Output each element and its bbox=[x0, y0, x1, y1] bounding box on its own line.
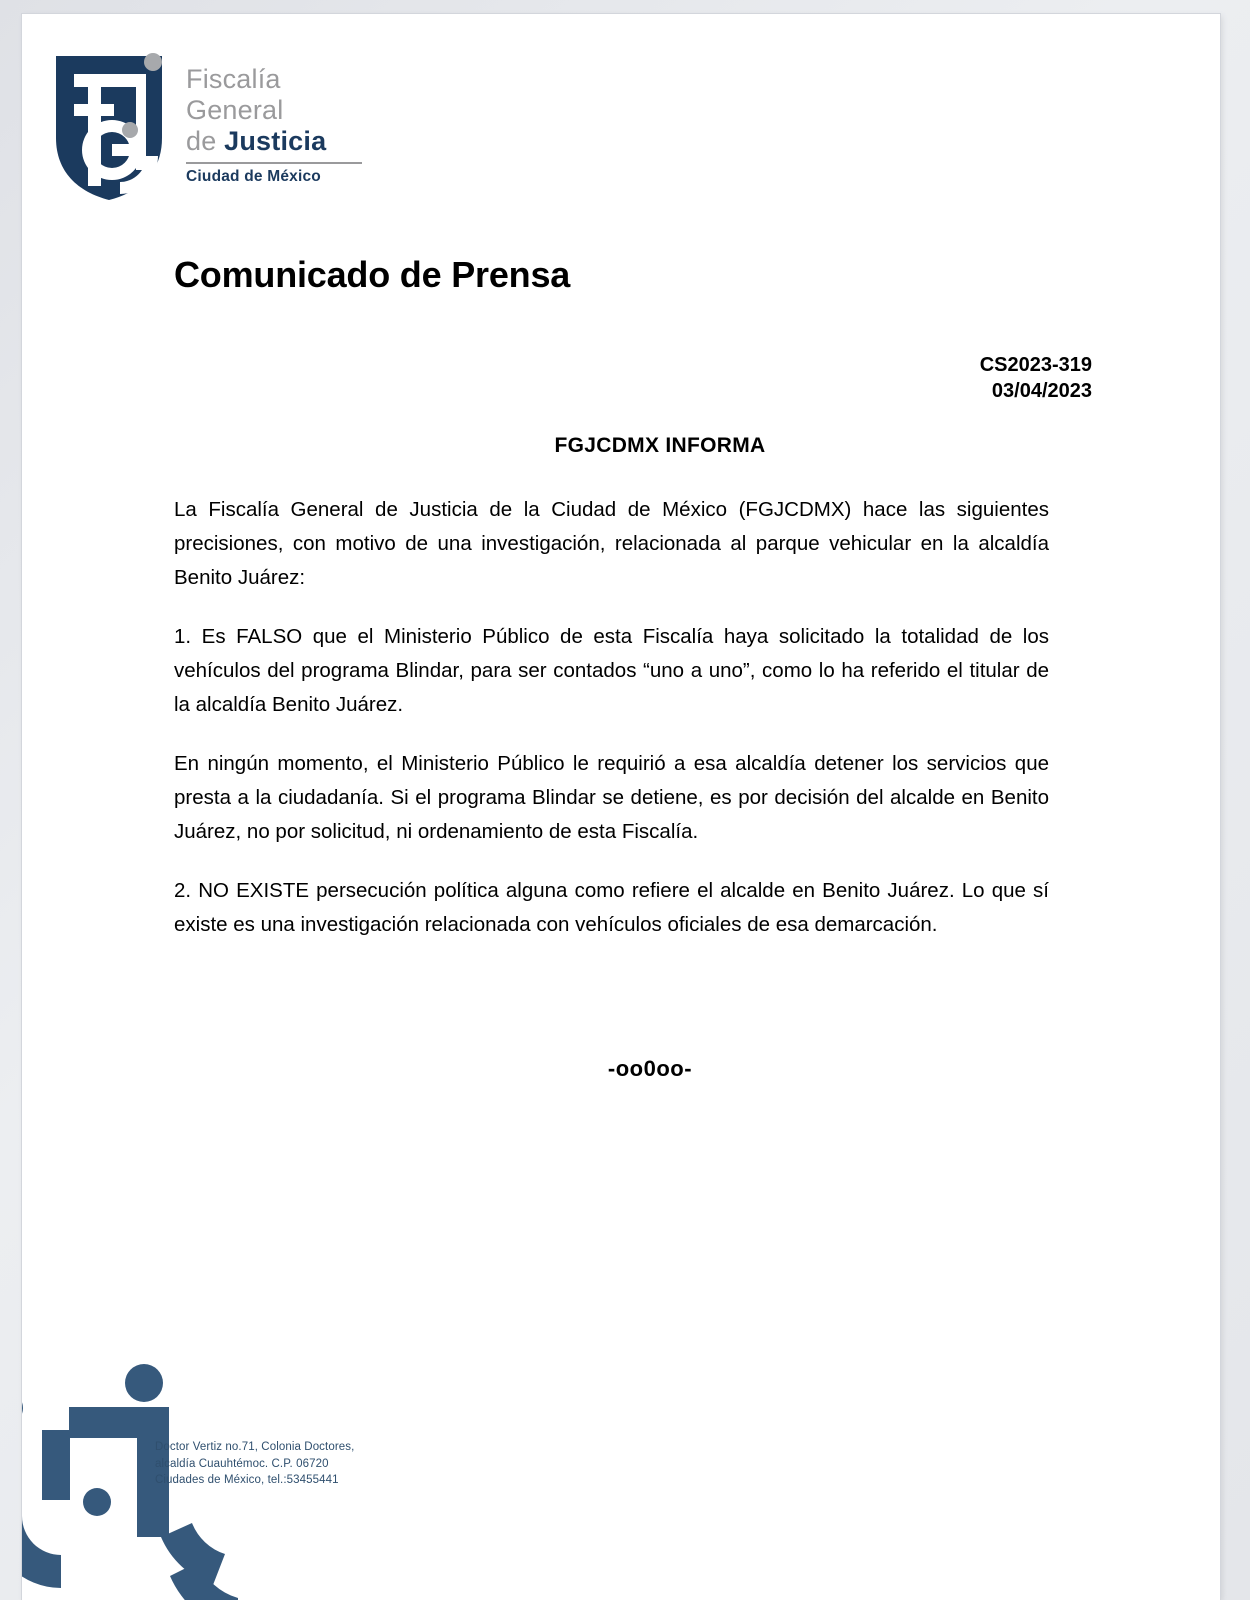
paragraph-3: En ningún momento, el Ministerio Público le requirió a esa alcaldía detener los servicios que presta a la ciudadanía. Si el programa Blindar se detiene, es por decisión del alcalde en Benito Juárez, no por solicitud, ni ordenamiento de esta Fiscalía. bbox=[174, 752, 1049, 843]
paragraph-2: 1. Es FALSO que el Ministerio Público de esta Fiscalía haya solicitado la totalidad de los vehículos del programa Blindar, para ser contados “uno a uno”, como lo ha referido el titular de la alcaldía Benito Juárez. bbox=[174, 625, 1049, 716]
document-page bbox=[22, 14, 1220, 1600]
reference-number: CS2023-319 bbox=[979, 354, 1092, 376]
brand-line-3 bbox=[186, 126, 371, 157]
brand-text bbox=[186, 64, 371, 186]
brand-divider bbox=[186, 162, 362, 164]
brand-line-1: Fiscalía bbox=[186, 64, 281, 94]
letterhead bbox=[50, 38, 370, 208]
document-date: 03/04/2023 bbox=[991, 380, 1092, 402]
footer-address bbox=[155, 1439, 354, 1489]
brand-city: Ciudad de México bbox=[186, 168, 321, 185]
subheading: FGJCDMX INFORMA bbox=[554, 434, 766, 457]
reference-block bbox=[980, 352, 1092, 404]
fgj-shield-logo-icon bbox=[50, 52, 168, 204]
body-copy bbox=[174, 493, 1049, 942]
page-title: Comunicado de Prensa bbox=[174, 254, 571, 295]
end-mark: -oo0oo- bbox=[607, 1056, 693, 1081]
brand-de: de bbox=[186, 126, 225, 156]
address-line-2: alcaldía Cuauhtémoc. C.P. 06720 bbox=[155, 1457, 329, 1470]
paragraph-1: La Fiscalía General de Justicia de la Ciudad de México (FGJCDMX) hace las siguientes precisiones, con motivo de una investigación, relacionada al parque vehicular en la alcaldía Benito Juárez: bbox=[174, 498, 1049, 589]
address-line-1: Doctor Vertiz no.71, Colonia Doctores, bbox=[155, 1441, 355, 1453]
paragraph-4: 2. NO EXISTE persecución política alguna como refiere el alcalde en Benito Juárez. Lo que sí existe es una investigación relacionada con vehículos oficiales de esa demarcación. bbox=[174, 879, 1049, 936]
brand-line-2: General bbox=[186, 95, 284, 125]
brand-justicia: Justicia bbox=[224, 126, 327, 156]
address-line-3: Ciudades de México, tel.:53455441 bbox=[155, 1474, 339, 1486]
